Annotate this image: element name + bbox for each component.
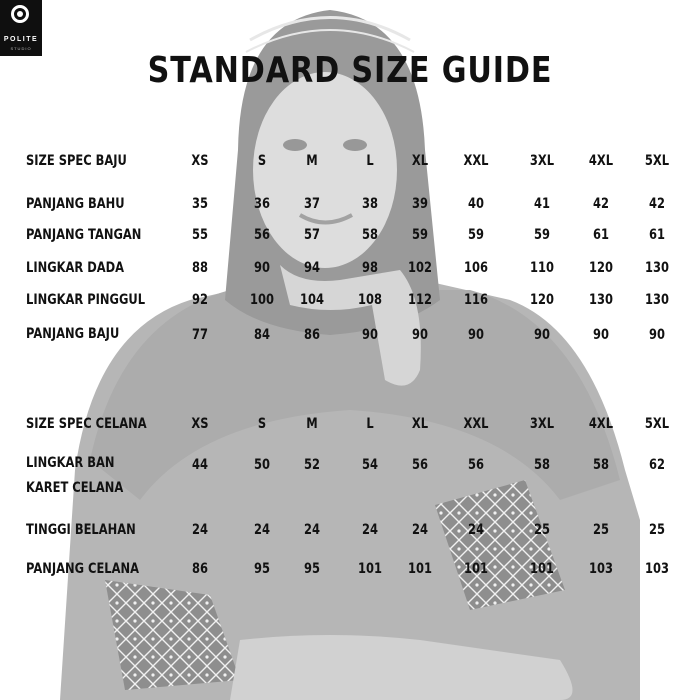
size-value-cell: 59 bbox=[534, 227, 550, 243]
size-value-cell: 112 bbox=[408, 292, 432, 308]
row-label: PANJANG CELANA bbox=[26, 561, 140, 577]
size-value-cell: 42 bbox=[593, 196, 609, 212]
size-value-cell: 110 bbox=[530, 260, 554, 276]
size-value-cell: 41 bbox=[534, 196, 550, 212]
size-value-cell: 108 bbox=[358, 292, 382, 308]
size-value-cell: 100 bbox=[250, 292, 274, 308]
size-header-xl: XL bbox=[411, 153, 429, 169]
size-value-cell: 24 bbox=[412, 522, 428, 538]
size-value-cell: 116 bbox=[464, 292, 488, 308]
size-value-cell: 90 bbox=[468, 327, 484, 343]
size-header-4xl: 4XL bbox=[588, 416, 614, 432]
size-header-xs: XS bbox=[191, 153, 209, 169]
size-value-cell: 95 bbox=[304, 561, 320, 577]
size-value-cell: 101 bbox=[464, 561, 488, 577]
row-label: LINGKAR PINGGUL bbox=[26, 292, 146, 308]
size-header-5xl: 5XL bbox=[644, 153, 670, 169]
size-value-cell: 59 bbox=[412, 227, 428, 243]
size-value-cell: 101 bbox=[408, 561, 432, 577]
size-header-m: M bbox=[306, 416, 318, 432]
row-label-line1: LINGKAR BAN bbox=[26, 455, 115, 471]
size-value-cell: 88 bbox=[192, 260, 208, 276]
size-header-xl: XL bbox=[411, 416, 429, 432]
size-value-cell: 39 bbox=[412, 196, 428, 212]
logo-dot-icon bbox=[17, 11, 23, 17]
table-header-label: SIZE SPEC BAJU bbox=[26, 153, 127, 169]
size-value-cell: 102 bbox=[408, 260, 432, 276]
size-value-cell: 90 bbox=[593, 327, 609, 343]
row-label: TINGGI BELAHAN bbox=[26, 522, 136, 538]
size-value-cell: 55 bbox=[192, 227, 208, 243]
size-value-cell: 25 bbox=[593, 522, 609, 538]
size-header-xs: XS bbox=[191, 416, 209, 432]
size-value-cell: 58 bbox=[534, 457, 550, 473]
size-value-cell: 92 bbox=[192, 292, 208, 308]
size-value-cell: 54 bbox=[362, 457, 378, 473]
size-value-cell: 24 bbox=[192, 522, 208, 538]
size-value-cell: 58 bbox=[593, 457, 609, 473]
size-value-cell: 25 bbox=[534, 522, 550, 538]
size-value-cell: 36 bbox=[254, 196, 270, 212]
size-header-s: S bbox=[257, 416, 267, 432]
size-value-cell: 90 bbox=[534, 327, 550, 343]
size-value-cell: 24 bbox=[468, 522, 484, 538]
size-value-cell: 95 bbox=[254, 561, 270, 577]
row-label: PANJANG TANGAN bbox=[26, 227, 142, 243]
size-value-cell: 40 bbox=[468, 196, 484, 212]
size-value-cell: 35 bbox=[192, 196, 208, 212]
size-value-cell: 120 bbox=[530, 292, 554, 308]
size-value-cell: 86 bbox=[304, 327, 320, 343]
size-value-cell: 130 bbox=[645, 292, 669, 308]
size-header-l: L bbox=[366, 416, 374, 432]
size-value-cell: 42 bbox=[649, 196, 665, 212]
size-value-cell: 90 bbox=[412, 327, 428, 343]
size-value-cell: 120 bbox=[589, 260, 613, 276]
size-header-s: S bbox=[257, 153, 267, 169]
size-value-cell: 98 bbox=[362, 260, 378, 276]
size-value-cell: 59 bbox=[468, 227, 484, 243]
logo-tagline: STUDIO bbox=[10, 46, 32, 51]
size-value-cell: 52 bbox=[304, 457, 320, 473]
size-header-xxl: XXL bbox=[463, 416, 489, 432]
size-value-cell: 56 bbox=[468, 457, 484, 473]
row-label: PANJANG BAJU bbox=[26, 326, 120, 342]
size-value-cell: 24 bbox=[304, 522, 320, 538]
size-header-4xl: 4XL bbox=[588, 153, 614, 169]
size-value-cell: 101 bbox=[530, 561, 554, 577]
size-header-5xl: 5XL bbox=[644, 416, 670, 432]
size-value-cell: 62 bbox=[649, 457, 665, 473]
size-value-cell: 86 bbox=[192, 561, 208, 577]
size-header-l: L bbox=[366, 153, 374, 169]
size-value-cell: 90 bbox=[362, 327, 378, 343]
size-header-xxl: XXL bbox=[463, 153, 489, 169]
size-value-cell: 77 bbox=[192, 327, 208, 343]
size-value-cell: 44 bbox=[192, 457, 208, 473]
size-value-cell: 61 bbox=[593, 227, 609, 243]
size-value-cell: 90 bbox=[649, 327, 665, 343]
size-value-cell: 103 bbox=[589, 561, 613, 577]
size-value-cell: 84 bbox=[254, 327, 270, 343]
brand-logo bbox=[0, 0, 42, 56]
size-value-cell: 94 bbox=[304, 260, 320, 276]
size-value-cell: 103 bbox=[645, 561, 669, 577]
size-value-cell: 106 bbox=[464, 260, 488, 276]
size-header-3xl: 3XL bbox=[529, 416, 555, 432]
table-header-label: SIZE SPEC CELANA bbox=[26, 416, 147, 432]
size-value-cell: 56 bbox=[412, 457, 428, 473]
row-label: LINGKAR DADA bbox=[26, 260, 125, 276]
size-value-cell: 57 bbox=[304, 227, 320, 243]
page-title: STANDARD SIZE GUIDE bbox=[147, 50, 553, 91]
size-value-cell: 50 bbox=[254, 457, 270, 473]
size-value-cell: 38 bbox=[362, 196, 378, 212]
row-label: PANJANG BAHU bbox=[26, 196, 125, 212]
size-value-cell: 37 bbox=[304, 196, 320, 212]
row-label-line2: KARET CELANA bbox=[26, 480, 124, 496]
size-value-cell: 104 bbox=[300, 292, 324, 308]
size-value-cell: 56 bbox=[254, 227, 270, 243]
size-value-cell: 25 bbox=[649, 522, 665, 538]
size-header-3xl: 3XL bbox=[529, 153, 555, 169]
size-value-cell: 24 bbox=[362, 522, 378, 538]
size-value-cell: 61 bbox=[649, 227, 665, 243]
size-value-cell: 101 bbox=[358, 561, 382, 577]
size-value-cell: 58 bbox=[362, 227, 378, 243]
size-value-cell: 130 bbox=[589, 292, 613, 308]
size-header-m: M bbox=[306, 153, 318, 169]
size-value-cell: 90 bbox=[254, 260, 270, 276]
size-value-cell: 24 bbox=[254, 522, 270, 538]
logo-wordmark: POLITE bbox=[3, 36, 39, 43]
size-value-cell: 130 bbox=[645, 260, 669, 276]
